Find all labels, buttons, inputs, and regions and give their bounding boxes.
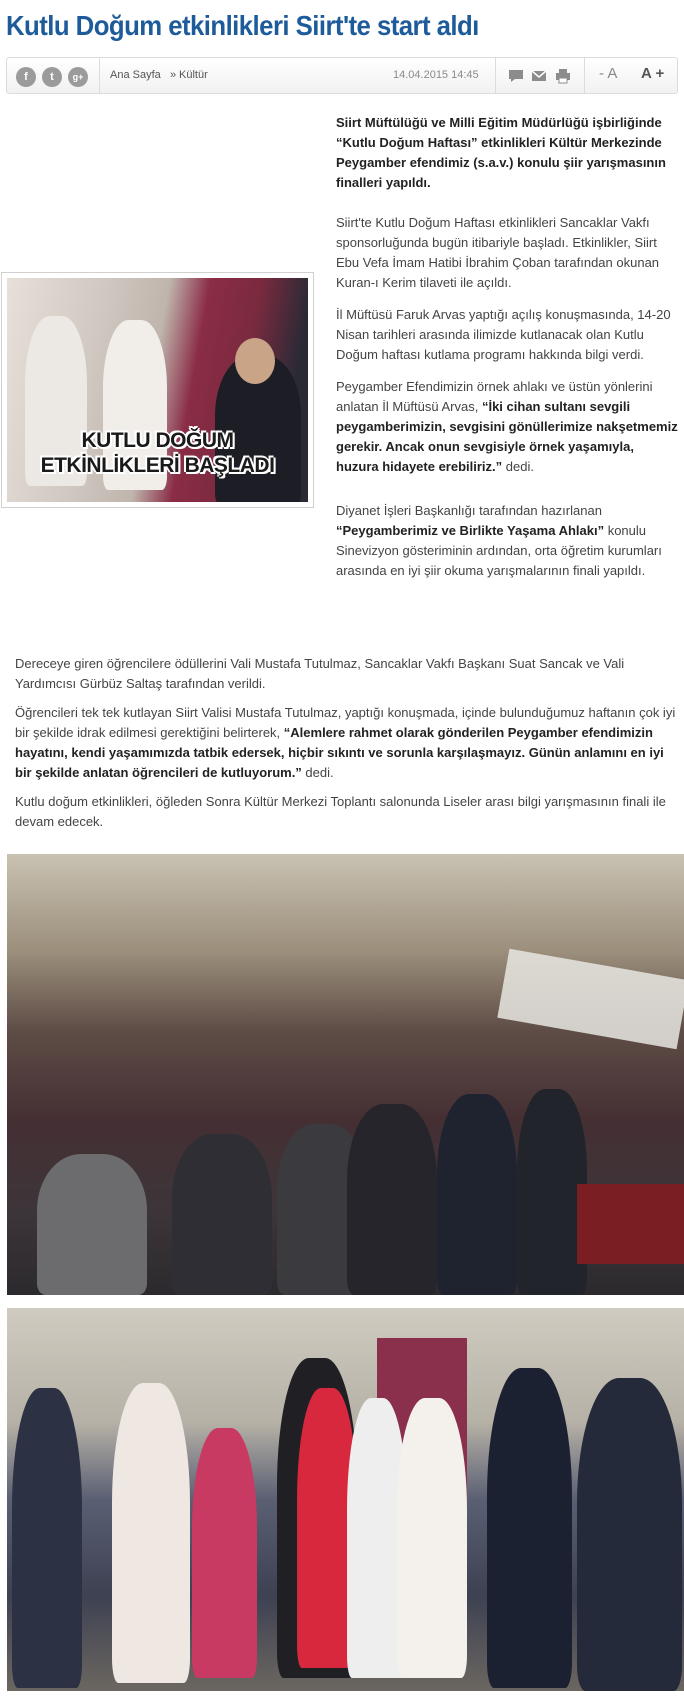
print-icon[interactable]: [554, 67, 572, 85]
article-paragraph: Kutlu doğum etkinlikleri, öğleden Sonra Kültür Merkezi Toplantı salonunda Liseler arası bilgi yarışmasının finali ile devam edecek.: [15, 794, 666, 829]
paragraph-text: Öğrencileri tek tek kutlayan Siirt Valisi Mustafa Tutulmaz, yaptığı konuşmada, içinde bulunduğumuz haftanın çok iyi bir şekilde idrak edilmesi gerektiğini belirterek,: [15, 705, 676, 740]
article-date: 14.04.2015 14:45: [393, 69, 479, 81]
article-body: [15, 654, 680, 841]
governor-quote: “Alemlere rahmet olarak gönderilen Peygamber efendimizin hayatını, kendi yaşamımızda tatbik edersek, hiçbir sıkıntı ve sorunla karşılaşmayız. Günün anlamını en iyi bir şekilde anlatan öğrencileri de kutluyorum.”: [15, 725, 664, 780]
lead-image: [1, 272, 314, 508]
googleplus-icon[interactable]: g+: [68, 67, 88, 87]
twitter-icon[interactable]: t: [42, 67, 62, 87]
font-decrease-button[interactable]: - A: [599, 65, 618, 82]
lead-caption-line: KUTLU DOĞUM: [81, 429, 234, 452]
article-paragraph: Dereceye giren öğrencilere ödüllerini Vali Mustafa Tutulmaz, Sancaklar Vakfı Başkanı Suat Sancak ve Vali Yardımcısı Gürbüz Saltaş tarafından verildi.: [15, 656, 625, 691]
article-paragraph: İl Müftüsü Faruk Arvas yaptığı açılış konuşmasında, 14-20 Nisan tarihleri arasında ilimizde kutlanacak olan Kutlu Doğum haftası kutlama programı hakkında bilgi verdi.: [336, 307, 671, 362]
mufti-quote: “İki cihan sultanı sevgili peygamberimizin, sevgisini gönüllerimize nakşetmemiz gerekir. Ancak onun sevgisiyle örnek yaşamıyla, huzura hidayete erebiliriz.”: [336, 399, 678, 474]
lead-caption-line: ETKİNLİKLERİ BAŞLADI: [40, 454, 275, 477]
audience-photo: [7, 854, 684, 1295]
breadcrumb-home-link[interactable]: Ana Sayfa: [110, 69, 161, 81]
article-paragraph: [336, 377, 680, 477]
lead-image-caption: [7, 428, 308, 478]
facebook-icon[interactable]: f: [16, 67, 36, 87]
paragraph-text: Diyanet İşleri Başkanlığı tarafından hazırlanan: [336, 503, 602, 518]
article-paragraph: [15, 703, 680, 783]
article-side-column: [336, 113, 680, 593]
email-icon[interactable]: [530, 67, 548, 85]
article-paragraph: [336, 501, 680, 581]
lead-photo: [7, 278, 308, 502]
font-increase-button[interactable]: A +: [641, 65, 665, 82]
article-lead: [336, 113, 680, 193]
program-title: “Peygamberimiz ve Birlikte Yaşama Ahlakı”: [336, 523, 605, 538]
article-title: Kutlu Doğum etkinlikleri Siirt'te start aldı: [6, 10, 479, 41]
article-toolbar: [6, 57, 678, 94]
paragraph-text: Peygamber Efendimizin örnek ahlakı ve üstün yönlerini anlatan İl Müftüsü Arvas,: [336, 379, 653, 414]
toolbar-divider: [99, 58, 100, 93]
article-lead-text: Siirt Müftülüğü ve Milli Eğitim Müdürlüğü işbirliğinde “Kutlu Doğum Haftası” etkinlikleri Kültür Merkezinde Peygamber efendimiz (s.a.v.) konulu şiir yarışmasının finalleri yapıldı.: [336, 115, 666, 190]
paragraph-text: dedi.: [301, 765, 334, 780]
comment-icon[interactable]: [507, 67, 525, 85]
toolbar-divider: [584, 58, 585, 93]
paragraph-text: dedi.: [502, 459, 534, 474]
toolbar-divider: [495, 58, 496, 93]
article-paragraph: Siirt'te Kutlu Doğum Haftası etkinlikleri Sancaklar Vakfı sponsorluğunda bugün itibariyle başladı. Etkinlikler, Siirt Ebu Vefa İmam Hatibi İbrahim Çoban tarafından okunan Kuran-ı Kerim tilaveti ile açıldı.: [336, 215, 660, 290]
breadcrumb-separator: »: [170, 69, 177, 81]
breadcrumb-section-link[interactable]: Kültür: [179, 69, 208, 81]
paragraph-text: konulu Sinevizyon gösteriminin ardından, orta öğretim kurumları arasında en iyi şiir okuma yarışmalarının finali yapıldı.: [336, 523, 662, 578]
students-group-photo: [7, 1308, 684, 1691]
